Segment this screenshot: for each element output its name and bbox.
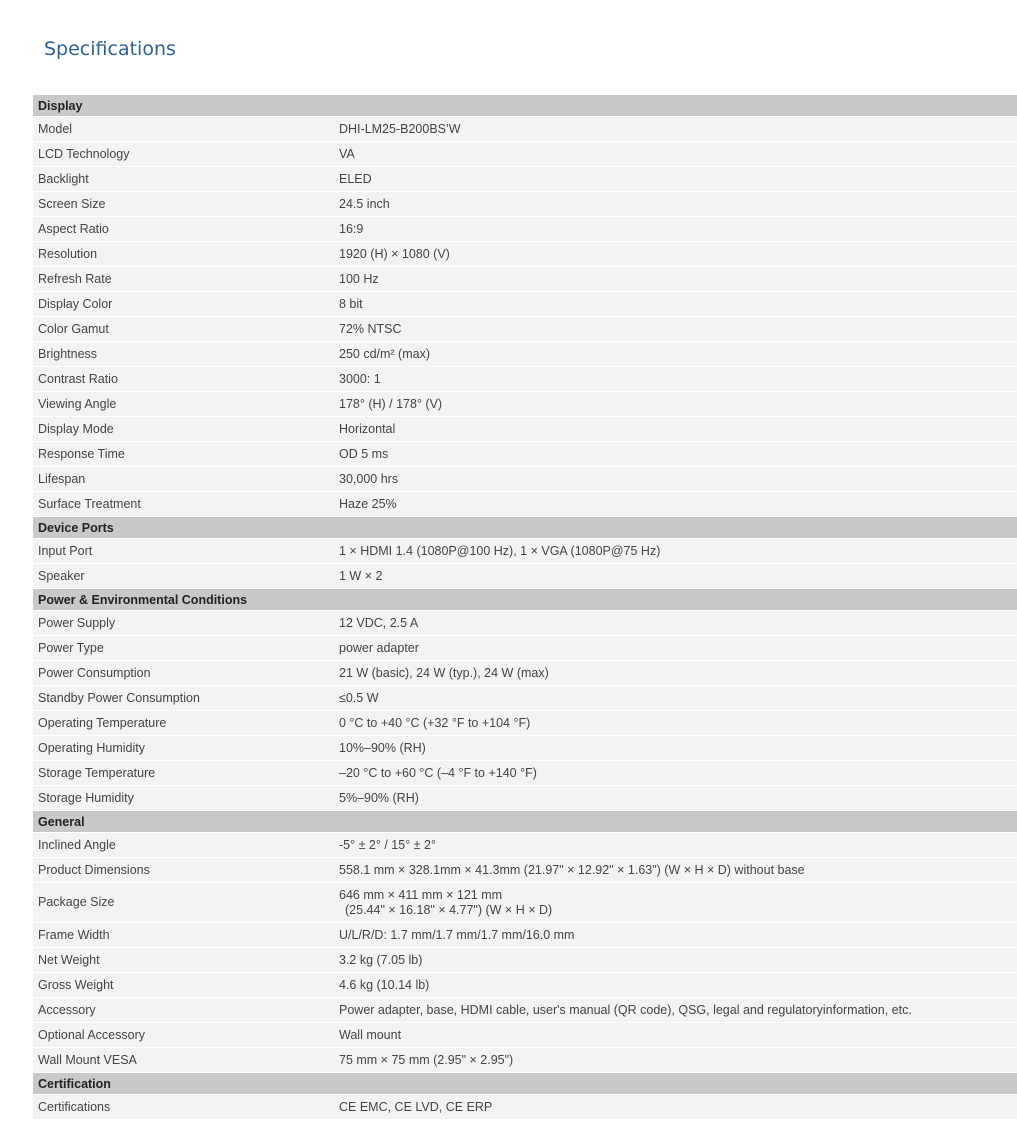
- spec-value: 24.5 inch: [334, 192, 1017, 217]
- spec-value: 30,000 hrs: [334, 467, 1017, 492]
- spec-row: [33, 686, 1017, 711]
- spec-label: Inclined Angle: [33, 833, 334, 858]
- spec-value-line1: 646 mm × 411 mm × 121 mm: [339, 887, 503, 902]
- specifications-table-body: [33, 95, 1017, 1120]
- spec-row: [33, 858, 1017, 883]
- spec-label: Frame Width: [33, 923, 334, 948]
- spec-row: [33, 948, 1017, 973]
- spec-label: Model: [33, 117, 334, 142]
- spec-row: [33, 833, 1017, 858]
- spec-value: Haze 25%: [334, 492, 1017, 517]
- spec-row: [33, 1095, 1017, 1120]
- spec-value-line2: (25.44" × 16.18" × 4.77") (W × H × D): [345, 902, 553, 917]
- spec-row: [33, 998, 1017, 1023]
- spec-value: 178° (H) / 178° (V): [334, 392, 1017, 417]
- spec-value: 1 W × 2: [334, 564, 1017, 589]
- spec-label: Brightness: [33, 342, 334, 367]
- spec-row: [33, 217, 1017, 242]
- spec-label: Resolution: [33, 242, 334, 267]
- spec-label: Wall Mount VESA: [33, 1048, 334, 1073]
- spec-label: Package Size: [33, 883, 334, 923]
- spec-label: Power Supply: [33, 611, 334, 636]
- spec-row: [33, 661, 1017, 686]
- spec-value: ≤0.5 W: [334, 686, 1017, 711]
- spec-row: [33, 761, 1017, 786]
- spec-value: 250 cd/m² (max): [334, 342, 1017, 367]
- spec-row: [33, 367, 1017, 392]
- spec-row: [33, 711, 1017, 736]
- section-header-device-ports: [33, 517, 1017, 539]
- spec-label: Gross Weight: [33, 973, 334, 998]
- section-header-display: [33, 95, 1017, 117]
- spec-row: [33, 142, 1017, 167]
- spec-row: [33, 973, 1017, 998]
- spec-label: LCD Technology: [33, 142, 334, 167]
- spec-value: 12 VDC, 2.5 A: [334, 611, 1017, 636]
- spec-value: U/L/R/D: 1.7 mm/1.7 mm/1.7 mm/16.0 mm: [334, 923, 1017, 948]
- spec-row: [33, 242, 1017, 267]
- spec-label: Display Mode: [33, 417, 334, 442]
- section-title: General: [33, 811, 1017, 833]
- spec-label: Power Consumption: [33, 661, 334, 686]
- spec-row: [33, 117, 1017, 142]
- section-title: Certification: [33, 1073, 1017, 1095]
- spec-row: [33, 1023, 1017, 1048]
- spec-row: [33, 923, 1017, 948]
- spec-label: Accessory: [33, 998, 334, 1023]
- spec-label: Net Weight: [33, 948, 334, 973]
- spec-label: Response Time: [33, 442, 334, 467]
- spec-value: 100 Hz: [334, 267, 1017, 292]
- spec-value: 0 °C to +40 °C (+32 °F to +104 °F): [334, 711, 1017, 736]
- spec-row: [33, 192, 1017, 217]
- spec-value: 1 × HDMI 1.4 (1080P@100 Hz), 1 × VGA (1080P@75 Hz): [334, 539, 1017, 564]
- spec-value: power adapter: [334, 636, 1017, 661]
- spec-label: Storage Temperature: [33, 761, 334, 786]
- spec-value: –20 °C to +60 °C (–4 °F to +140 °F): [334, 761, 1017, 786]
- section-header-general: [33, 811, 1017, 833]
- spec-label: Screen Size: [33, 192, 334, 217]
- spec-row: [33, 292, 1017, 317]
- spec-label: Contrast Ratio: [33, 367, 334, 392]
- spec-row: [33, 786, 1017, 811]
- spec-value: Wall mount: [334, 1023, 1017, 1048]
- section-title: Device Ports: [33, 517, 1017, 539]
- spec-value: CE EMC, CE LVD, CE ERP: [334, 1095, 1017, 1120]
- spec-label: Display Color: [33, 292, 334, 317]
- section-header-certification: [33, 1073, 1017, 1095]
- spec-label: Optional Accessory: [33, 1023, 334, 1048]
- spec-row: [33, 267, 1017, 292]
- spec-label: Lifespan: [33, 467, 334, 492]
- spec-value: Power adapter, base, HDMI cable, user's manual (QR code), QSG, legal and regulatoryinformation, etc.: [334, 998, 1017, 1023]
- spec-value: DHI-LM25-B200BS’W: [334, 117, 1017, 142]
- spec-row: [33, 883, 1017, 923]
- spec-row: [33, 564, 1017, 589]
- page-title: Specifications: [44, 38, 176, 60]
- spec-row: [33, 442, 1017, 467]
- spec-row: [33, 611, 1017, 636]
- spec-value: VA: [334, 142, 1017, 167]
- spec-label: Color Gamut: [33, 317, 334, 342]
- spec-label: Refresh Rate: [33, 267, 334, 292]
- spec-row: [33, 392, 1017, 417]
- section-title: Power & Environmental Conditions: [33, 589, 1017, 611]
- spec-label: Operating Temperature: [33, 711, 334, 736]
- spec-row: [33, 342, 1017, 367]
- spec-row: [33, 417, 1017, 442]
- section-title: Display: [33, 95, 1017, 117]
- spec-label: Storage Humidity: [33, 786, 334, 811]
- spec-row: [33, 317, 1017, 342]
- spec-value: -5° ± 2° / 15° ± 2°: [334, 833, 1017, 858]
- spec-row: [33, 492, 1017, 517]
- spec-value: 8 bit: [334, 292, 1017, 317]
- spec-value: OD 5 ms: [334, 442, 1017, 467]
- specifications-table: [33, 95, 1017, 1120]
- spec-value: 558.1 mm × 328.1mm × 41.3mm (21.97" × 12.92" × 1.63") (W × H × D) without base: [334, 858, 1017, 883]
- spec-label: Standby Power Consumption: [33, 686, 334, 711]
- spec-label: Product Dimensions: [33, 858, 334, 883]
- spec-row: [33, 636, 1017, 661]
- spec-value: 4.6 kg (10.14 lb): [334, 973, 1017, 998]
- spec-value: 16:9: [334, 217, 1017, 242]
- spec-row: [33, 167, 1017, 192]
- spec-label: Aspect Ratio: [33, 217, 334, 242]
- spec-row: [33, 1048, 1017, 1073]
- spec-value: [334, 883, 1017, 923]
- spec-label: Operating Humidity: [33, 736, 334, 761]
- spec-row: [33, 736, 1017, 761]
- spec-value: 3.2 kg (7.05 lb): [334, 948, 1017, 973]
- spec-value: 1920 (H) × 1080 (V): [334, 242, 1017, 267]
- spec-value: Horizontal: [334, 417, 1017, 442]
- spec-label: Viewing Angle: [33, 392, 334, 417]
- spec-value: 21 W (basic), 24 W (typ.), 24 W (max): [334, 661, 1017, 686]
- spec-label: Backlight: [33, 167, 334, 192]
- spec-value: 75 mm × 75 mm (2.95" × 2.95"): [334, 1048, 1017, 1073]
- section-header-power-environmental: [33, 589, 1017, 611]
- spec-label: Power Type: [33, 636, 334, 661]
- spec-row: [33, 467, 1017, 492]
- spec-label: Input Port: [33, 539, 334, 564]
- spec-label: Speaker: [33, 564, 334, 589]
- spec-row: [33, 539, 1017, 564]
- spec-value: 72% NTSC: [334, 317, 1017, 342]
- spec-label: Surface Treatment: [33, 492, 334, 517]
- spec-value: 10%–90% (RH): [334, 736, 1017, 761]
- spec-label: Certifications: [33, 1095, 334, 1120]
- spec-value: 3000: 1: [334, 367, 1017, 392]
- spec-value: 5%–90% (RH): [334, 786, 1017, 811]
- spec-value: ELED: [334, 167, 1017, 192]
